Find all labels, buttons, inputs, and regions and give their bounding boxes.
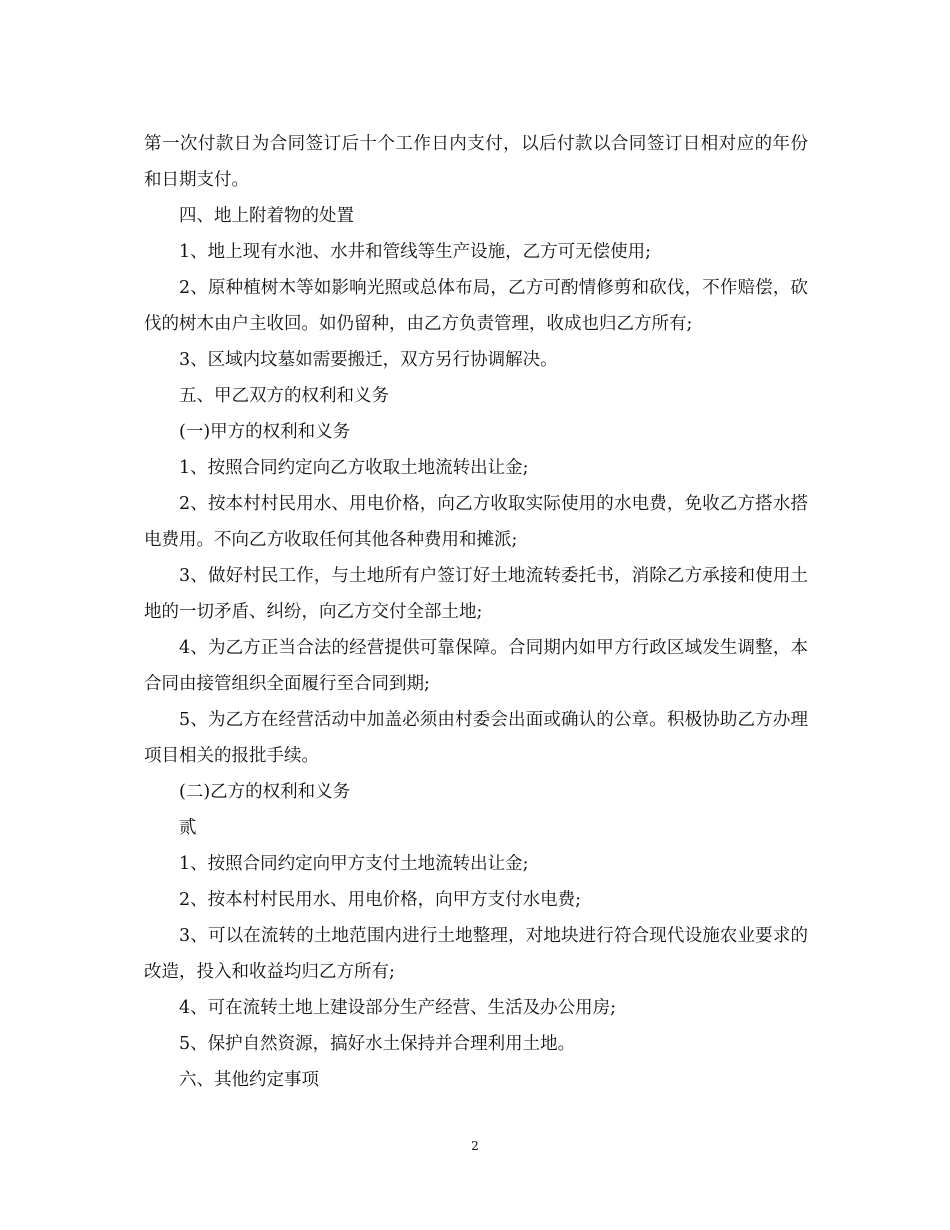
clause-b-2: 2、按本村村民用水、用电价格，向甲方支付水电费; bbox=[179, 890, 582, 910]
clause-4-3: 3、区域内坟墓如需要搬迁，双方另行协调解决。 bbox=[179, 350, 558, 370]
subsection-heading-party-b: (二)乙方的权利和义务 bbox=[179, 782, 351, 802]
clause-b-3: 3、可以在流转的土地范围内进行土地整理，对地块进行符合现代设施农业要求的改造，投入和收益均归乙方所有; bbox=[144, 926, 808, 982]
clause-b-4: 4、可在流转土地上建设部分生产经营、生活及办公用房; bbox=[179, 998, 617, 1018]
stray-character-line: 贰 bbox=[179, 818, 197, 838]
section-heading-rights-obligations: 五、甲乙双方的权利和义务 bbox=[179, 386, 389, 406]
clause-a-3: 3、做好村民工作，与土地所有户签订好土地流转委托书，消除乙方承接和使用土地的一切矛盾、纠纷，向乙方交付全部土地; bbox=[144, 566, 808, 622]
clause-b-5: 5、保护自然资源，搞好水土保持并合理利用土地。 bbox=[179, 1034, 576, 1054]
subsection-heading-party-a: (一)甲方的权利和义务 bbox=[179, 422, 351, 442]
clause-a-1: 1、按照合同约定向乙方收取土地流转出让金; bbox=[179, 458, 529, 478]
clause-a-4: 4、为乙方正当合法的经营提供可靠保障。合同期内如甲方行政区域发生调整，本合同由接管组织全面履行至合同到期; bbox=[144, 638, 808, 694]
section-heading-other-matters: 六、其他约定事项 bbox=[179, 1070, 319, 1090]
clause-4-2: 2、原种植树木等如影响光照或总体布局，乙方可酌情修剪和砍伐，不作赔偿，砍伐的树木由户主收回。如仍留种，由乙方负责管理，收成也归乙方所有; bbox=[144, 278, 808, 334]
clause-4-1: 1、地上现有水池、水井和管线等生产设施，乙方可无偿使用; bbox=[179, 242, 652, 262]
paragraph-payment-schedule: 第一次付款日为合同签订后十个工作日内支付，以后付款以合同签订日相对应的年份和日期支付。 bbox=[144, 134, 808, 190]
section-heading-attachments: 四、地上附着物的处置 bbox=[179, 206, 354, 226]
clause-a-5: 5、为乙方在经营活动中加盖必须由村委会出面或确认的公章。积极协助乙方办理项目相关的报批手续。 bbox=[144, 710, 808, 766]
clause-b-1: 1、按照合同约定向甲方支付土地流转出让金; bbox=[179, 854, 529, 874]
page-number: 2 bbox=[471, 1139, 479, 1153]
clause-a-2: 2、按本村村民用水、用电价格，向乙方收取实际使用的水电费，免收乙方搭水搭电费用。不向乙方收取任何其他各种费用和摊派; bbox=[144, 494, 808, 550]
document-body bbox=[144, 126, 808, 1098]
